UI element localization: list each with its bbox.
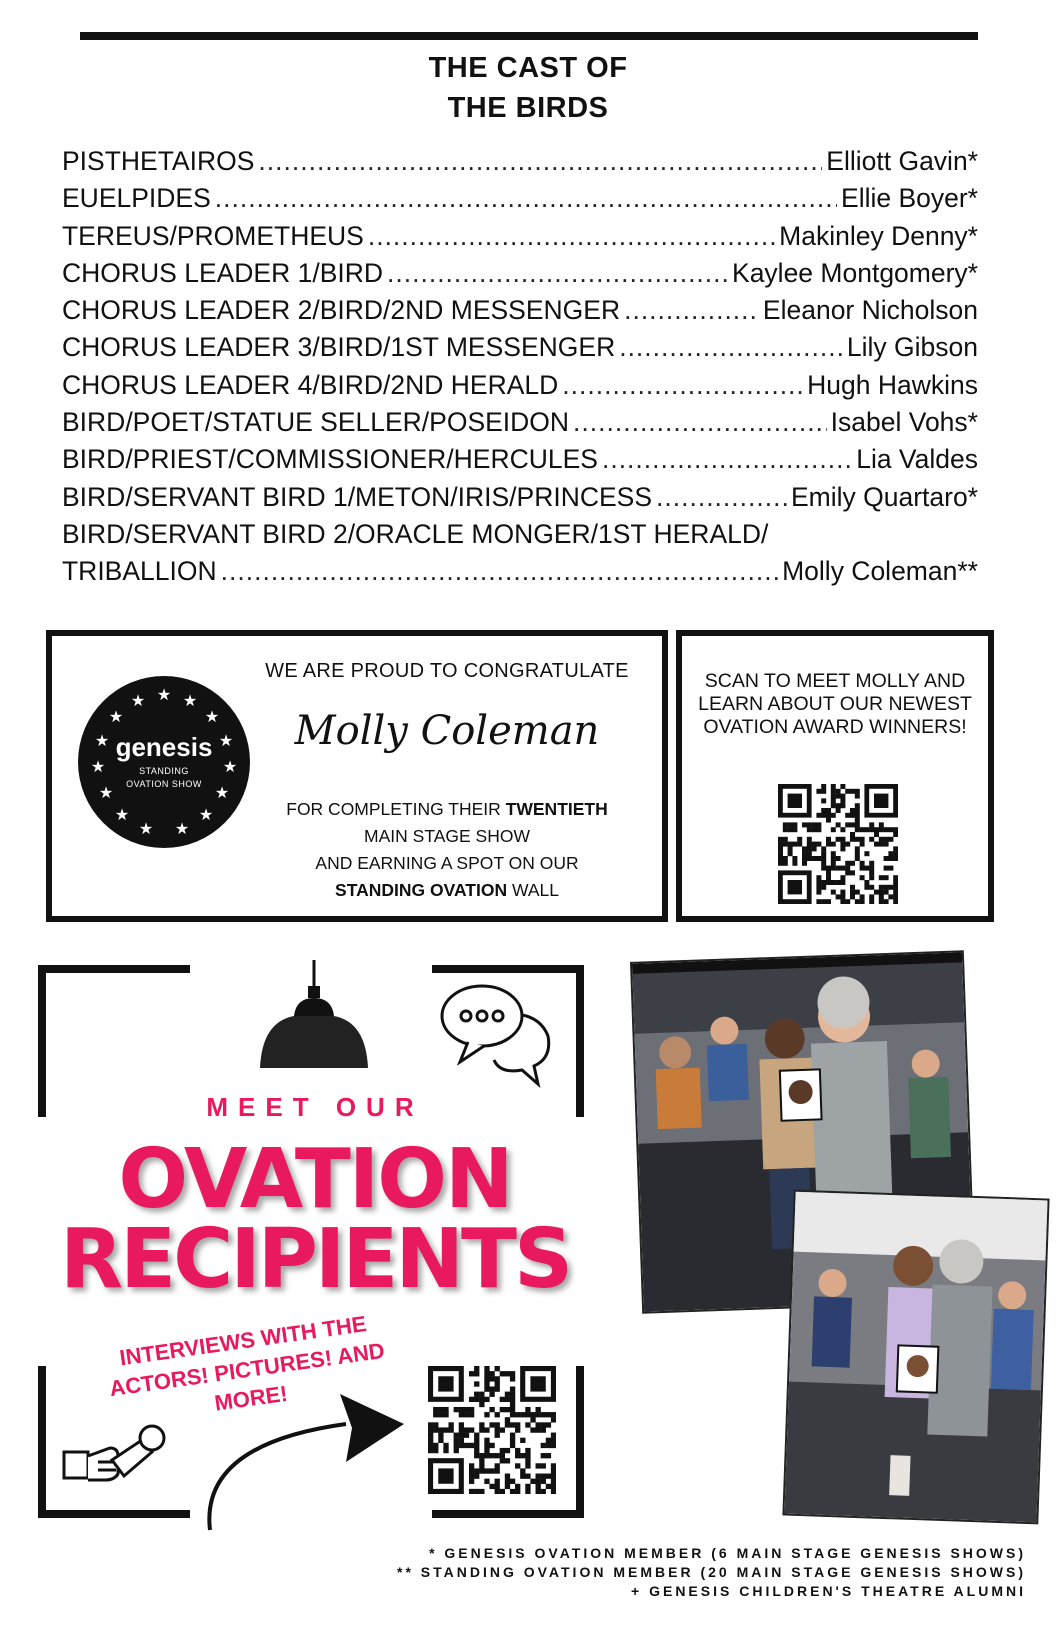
cast-role: BIRD/SERVANT BIRD 1/METON/IRIS/PRINCESS xyxy=(62,481,653,512)
congrats-line-4-bold: STANDING OVATION xyxy=(335,880,508,900)
svg-text:★: ★ xyxy=(138,819,154,838)
recipients-heading: RECIPIENTS xyxy=(59,1212,571,1307)
cast-role: CHORUS LEADER 2/BIRD/2ND MESSENGER xyxy=(62,295,621,326)
cast-row xyxy=(62,295,978,332)
svg-text:★: ★ xyxy=(182,691,198,710)
frame-corner xyxy=(38,965,190,973)
dot-leader xyxy=(562,370,803,401)
congrats-heading: WE ARE PROUD TO CONGRATULATE xyxy=(265,660,629,682)
cast-role: TRIBALLION xyxy=(62,556,217,587)
honoree-name: Molly Coleman xyxy=(294,708,600,754)
cast-row xyxy=(62,407,978,444)
dot-leader xyxy=(221,556,778,587)
cast-actor: Ellie Boyer* xyxy=(841,183,978,214)
photo-recipient-girl xyxy=(784,1192,1047,1523)
congrats-line-4-suffix: WALL xyxy=(507,880,559,900)
svg-text:★: ★ xyxy=(222,757,238,776)
seal-subtitle-1: STANDING xyxy=(139,766,189,776)
congrats-line-1 xyxy=(252,796,642,823)
frame-corner xyxy=(576,1366,584,1518)
dot-leader xyxy=(387,258,728,289)
cast-row xyxy=(62,444,978,481)
cast-title-line-2: THE BIRDS xyxy=(447,92,609,124)
cast-list xyxy=(62,146,978,594)
footnote-alumni: + GENESIS CHILDREN'S THEATRE ALUMNI xyxy=(631,1583,1026,1599)
svg-text:★: ★ xyxy=(218,731,234,750)
dot-leader xyxy=(258,146,822,177)
cast-title-line-1: THE CAST OF xyxy=(428,52,628,84)
congrats-line-1-prefix: FOR COMPLETING THEIR xyxy=(286,799,506,819)
seal-subtitle-2: OVATION SHOW xyxy=(126,779,202,789)
cast-row xyxy=(62,146,978,183)
cast-actor: Lia Valdes xyxy=(856,444,978,475)
cast-actor: Hugh Hawkins xyxy=(807,369,978,400)
footnote-ovation: * GENESIS OVATION MEMBER (6 MAIN STAGE GENESIS SHOWS) xyxy=(429,1545,1026,1561)
svg-text:★: ★ xyxy=(198,805,214,824)
svg-text:★: ★ xyxy=(214,783,230,802)
cast-role: PISTHETAIROS xyxy=(62,146,255,176)
congratulations-card xyxy=(46,630,668,922)
svg-text:★: ★ xyxy=(94,731,110,750)
frame-corner xyxy=(38,1510,190,1518)
qr-code-small-graphic xyxy=(778,784,898,904)
cast-role: CHORUS LEADER 4/BIRD/2ND HERALD xyxy=(62,369,559,400)
qr-code-large[interactable] xyxy=(428,1366,556,1494)
cast-row xyxy=(62,332,978,369)
frame-corner xyxy=(38,1366,46,1518)
cast-row xyxy=(62,221,978,258)
dot-leader xyxy=(368,221,775,252)
cast-actor: Makinley Denny* xyxy=(779,220,978,251)
svg-text:★: ★ xyxy=(90,757,106,776)
lamp-icon xyxy=(254,960,374,1075)
congrats-line-4 xyxy=(252,877,642,904)
dot-leader xyxy=(602,444,852,475)
congrats-line-1-bold: TWENTIETH xyxy=(505,799,608,819)
scan-card xyxy=(676,630,994,922)
cast-row xyxy=(62,183,978,220)
cast-actor: Kaylee Montgomery* xyxy=(732,257,978,288)
frame-corner xyxy=(432,965,584,973)
chat-bubbles-icon xyxy=(438,980,556,1088)
top-rule xyxy=(80,32,978,40)
cast-actor: Eleanor Nicholson xyxy=(762,295,978,326)
arrow-icon xyxy=(196,1384,410,1534)
scan-instructions: SCAN TO MEET MOLLY AND LEARN ABOUT OUR NEWEST OVATION AWARD WINNERS! xyxy=(698,670,972,738)
congrats-line-2: MAIN STAGE SHOW xyxy=(364,826,530,846)
svg-text:★: ★ xyxy=(156,685,172,704)
cast-row xyxy=(62,370,978,407)
genesis-seal-logo xyxy=(78,676,250,848)
dot-leader xyxy=(573,407,827,438)
cast-role: BIRD/PRIEST/COMMISSIONER/HERCULES xyxy=(62,444,598,475)
svg-text:★: ★ xyxy=(204,707,220,726)
photo-recipient-girl-image xyxy=(784,1192,1047,1523)
cast-row xyxy=(62,556,978,593)
cast-role: CHORUS LEADER 1/BIRD xyxy=(62,257,384,288)
qr-code-small[interactable] xyxy=(778,784,898,904)
cast-row xyxy=(62,258,978,295)
meet-our-heading: MEET OUR xyxy=(206,1092,424,1122)
congrats-line-3: AND EARNING A SPOT ON OUR xyxy=(315,853,579,873)
dot-leader xyxy=(656,482,787,513)
svg-text:★: ★ xyxy=(114,805,130,824)
cast-actor: Elliott Gavin* xyxy=(826,146,978,176)
cast-actor: Isabel Vohs* xyxy=(830,407,978,438)
cast-role: BIRD/POET/STATUE SELLER/POSEIDON xyxy=(62,407,570,438)
congrats-body xyxy=(252,796,642,904)
microphone-icon xyxy=(58,1418,168,1506)
svg-text:★: ★ xyxy=(108,707,124,726)
dot-leader xyxy=(624,295,759,326)
cast-title xyxy=(0,48,1056,128)
frame-corner xyxy=(432,1510,584,1518)
svg-text:★: ★ xyxy=(174,819,190,838)
interviews-tagline: INTERVIEWS WITH THE ACTORS! PICTURES! AND MORE! xyxy=(107,1311,387,1416)
cast-actor: Molly Coleman** xyxy=(782,556,978,587)
seal-brand: genesis xyxy=(115,732,213,762)
cast-actor: Emily Quartaro* xyxy=(790,481,978,512)
dot-leader xyxy=(215,183,837,214)
cast-role: BIRD/SERVANT BIRD 2/ORACLE MONGER/1ST HERALD/ xyxy=(62,518,769,549)
svg-text:★: ★ xyxy=(130,691,146,710)
cast-row xyxy=(62,519,978,556)
cast-actor: Lily Gibson xyxy=(846,332,978,363)
footnote-standing-ovation: ** STANDING OVATION MEMBER (20 MAIN STAGE GENESIS SHOWS) xyxy=(397,1564,1026,1580)
qr-code-large-graphic xyxy=(428,1366,556,1494)
cast-role: EUELPIDES xyxy=(62,183,211,214)
cast-role: TEREUS/PROMETHEUS xyxy=(62,220,364,251)
dot-leader xyxy=(619,332,843,363)
ovation-heading: OVATION xyxy=(118,1132,512,1227)
svg-text:★: ★ xyxy=(98,783,114,802)
footnotes xyxy=(397,1544,1026,1601)
cast-row xyxy=(62,482,978,519)
cast-role: CHORUS LEADER 3/BIRD/1ST MESSENGER xyxy=(62,332,616,363)
